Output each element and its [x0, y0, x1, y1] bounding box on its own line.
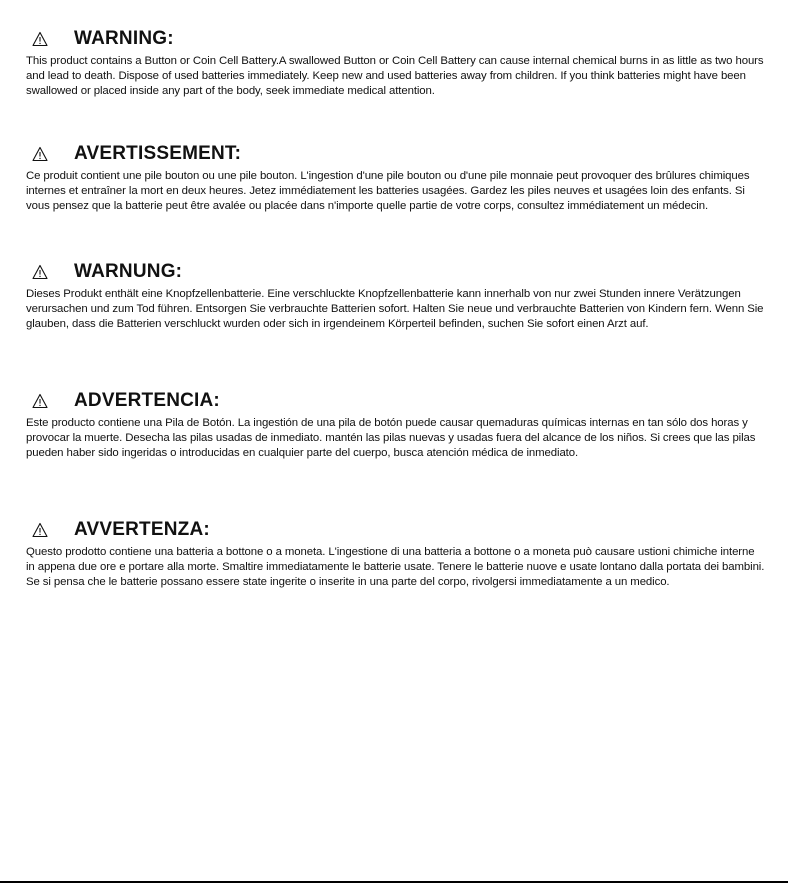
warning-triangle-icon — [32, 264, 48, 280]
section-title: AVERTISSEMENT: — [74, 143, 242, 164]
section-body: Questo prodotto contiene una batteria a bottone o a moneta. L'ingestione di una batteria a bottone o a moneta può causare ustioni chimiche interne in appena due ore e portare alla morte. Smaltire immediatamente le batterie usate. Tenere le batterie nuove e usate lontano dalla portata dei bambini. Se si pensa che le batterie possano essere state ingerite o inserite in una parte del corpo, rivolgersi immediatamente a un medico. — [26, 546, 765, 589]
warning-section-spanish — [26, 390, 766, 462]
section-heading — [26, 28, 766, 50]
warning-triangle-icon — [32, 393, 48, 409]
warning-section-french — [26, 143, 766, 215]
warning-section-german — [26, 261, 766, 333]
warning-triangle-icon — [32, 522, 48, 538]
section-body: Dieses Produkt enthält eine Knopfzellenbatterie. Eine verschluckte Knopfzellenbatterie kann innerhalb von nur zwei Stunden innere Verätzungen verursachen und zum Tod führen. Entsorgen Sie verbrauchte Batterien sofort. Halten Sie neue und verbrauchte Batterien von Kindern fern. Wenn Sie glauben, dass die Batterien verschluckt wurden oder sich in irgendeinem Körperteil befinden, suchen Sie sofort einen Arzt auf. — [26, 288, 764, 331]
warning-section-italian — [26, 519, 766, 591]
section-body: Este producto contiene una Pila de Botón. La ingestión de una pila de botón puede causar quemaduras químicas internas en tan sólo dos horas y provocar la muerte. Desecha las pilas usadas de inmediato. mantén las pilas nuevas y usadas fuera del alcance de los niños. Si crees que las pilas pueden haber sido ingeridas o introducidas en cualquier parte del cuerpo, busca atención médica de inmediato. — [26, 417, 756, 460]
section-title: AVVERTENZA: — [74, 519, 210, 540]
section-heading — [26, 519, 766, 541]
section-title: WARNUNG: — [74, 261, 183, 282]
warning-triangle-icon — [32, 31, 48, 47]
section-body: Ce produit contient une pile bouton ou une pile bouton. L'ingestion d'une pile bouton ou d'une pile monnaie peut provoquer des brûlures chimiques internes et entraîner la mort en deux heures. Jetez immédiatement les batteries usagées. Gardez les piles neuves et usagées loin des enfants. Si vous pensez que la batterie peut être avalée ou placée dans n'importe quelle partie de votre corps, consultez immédiatement un médecin. — [26, 170, 750, 213]
warning-triangle-icon — [32, 146, 48, 162]
section-title: ADVERTENCIA: — [74, 390, 220, 411]
warning-section-english — [26, 28, 766, 100]
section-body: This product contains a Button or Coin Cell Battery.A swallowed Button or Coin Cell Battery can cause internal chemical burns in as little as two hours and lead to death. Dispose of used batteries immediately. Keep new and used batteries away from children. If you think batteries might have been swallowed or placed inside any part of the body, seek immediate medical attention. — [26, 55, 764, 98]
section-heading — [26, 390, 766, 412]
section-heading — [26, 261, 766, 283]
section-heading — [26, 143, 766, 165]
section-title: WARNING: — [74, 28, 174, 49]
